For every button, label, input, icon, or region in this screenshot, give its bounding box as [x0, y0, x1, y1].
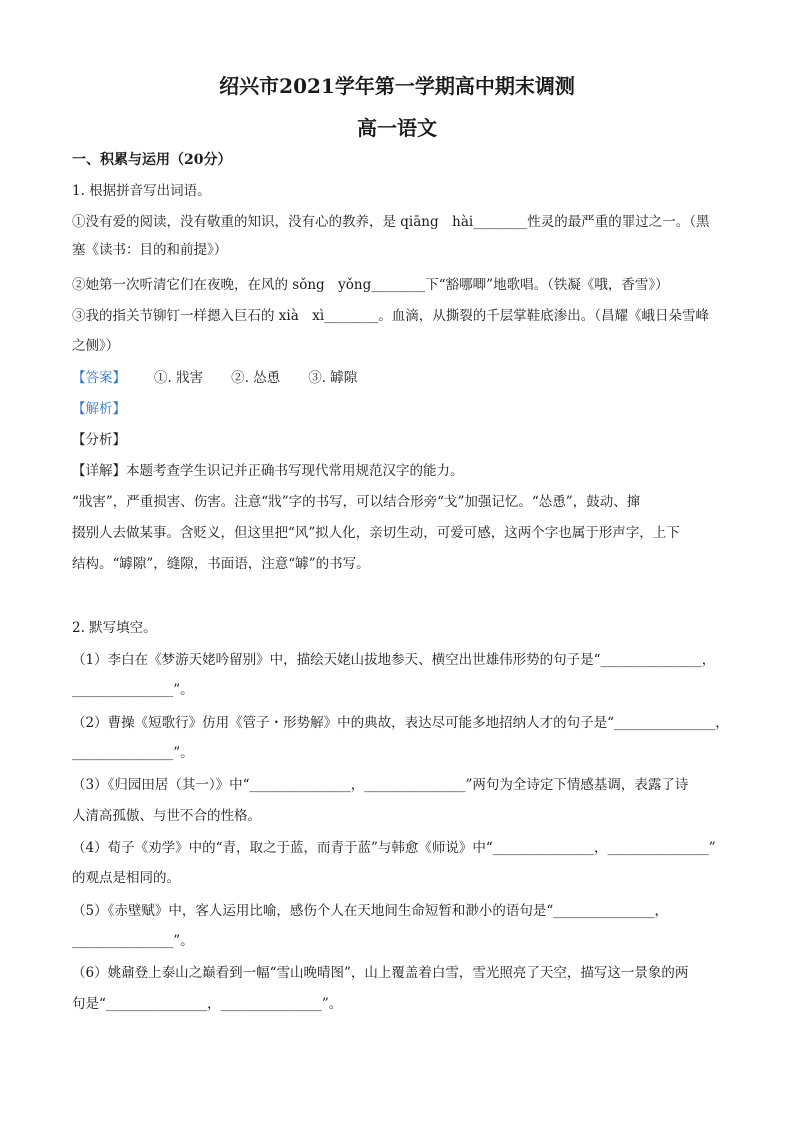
question-2-stem: 2. 默写填空。: [72, 620, 157, 636]
question-1-item-1: ①没有爱的阅读，没有敬重的知识，没有心的教养，是 qiāng hài________性灵的最严重的罪过之一。（黑: [72, 214, 710, 230]
question-2-part-1-cont: _______________”。: [72, 682, 194, 698]
detail-label: 【详解】: [72, 463, 126, 479]
question-1-item-1-cont: 塞《读书：目的和前提》）: [72, 242, 228, 258]
detail-row: [72, 461, 722, 481]
question-1-item-3: ③我的指关节铆钉一样摁入巨石的 xià xì________。血滴，从撕裂的千层掌鞋底渗出。（昌耀《峨日朵雪峰: [72, 308, 709, 324]
question-1-item-3-cont: 之侧》）: [72, 338, 120, 354]
question-2-part-3: （3）《归园田居（其一）》中“_______________，_______________”两句为全诗定下情感基调，表露了诗: [72, 777, 689, 793]
explanation-line: 结构。“罅隙”，缝隙，书面语，注意“罅”的书写。: [72, 556, 370, 572]
question-2-part-6: （6）姚鼐登上泰山之巅看到一幅“雪山晚晴图”，山上覆盖着白雪，雪光照亮了天空，描写这一景象的两: [72, 965, 689, 981]
question-2-part-2: （2）曹操《短歌行》仿用《管子・形势解》中的典故，表达尽可能多地招纳人才的句子是“_______________，: [72, 715, 729, 731]
page-title: 绍兴市2021学年第一学期高中期末调测: [219, 74, 575, 98]
answer-item: ①. 戕害: [154, 370, 204, 386]
detail-text: 本题考查学生识记并正确书写现代常用规范汉字的能力。: [126, 463, 464, 479]
page-subtitle: 高一语文: [357, 116, 437, 140]
fenxi-label: 【分析】: [72, 432, 126, 448]
question-1-stem: 1. 根据拼音写出词语。: [72, 183, 211, 199]
analysis-label: 【解析】: [72, 401, 126, 417]
answer-label: 【答案】: [72, 370, 126, 386]
question-2-part-4-cont: 的观点是相同的。: [72, 870, 180, 886]
explanation-line: “戕害”，严重损害、伤害。注意“戕”字的书写，可以结合形旁“戈”加强记忆。“怂恿”，鼓动、撺: [72, 494, 641, 510]
question-2-part-5-cont: _______________”。: [72, 933, 194, 949]
question-2-part-5: （5）《赤壁赋》中，客人运用比喻，感伤个人在天地间生命短暂和渺小的语句是“_______________，: [72, 903, 668, 919]
question-2-part-6-cont: 句是“_______________，_______________”。: [72, 996, 343, 1012]
answer-item: ②. 怂恿: [231, 370, 281, 386]
question-2-part-4: （4）荀子《劝学》中的“青，取之于蓝，而青于蓝”与韩愈《师说》中“_______________，_______________”: [72, 840, 716, 856]
question-1-item-2: ②她第一次听清它们在夜晚，在风的 sǒng yǒng________下“豁哪唧”地歌唱。（铁凝《哦，香雪》）: [72, 277, 669, 293]
question-2-part-1: （1）李白在《梦游天姥吟留别》中，描绘天姥山拔地参天、横空出世雄伟形势的句子是“_______________，: [72, 652, 716, 668]
answer-row: [72, 368, 722, 388]
section-heading: 一、积累与运用（20分）: [72, 152, 232, 168]
answer-item: ③. 罅隙: [308, 370, 358, 386]
explanation-line: 掇别人去做某事。含贬义，但这里把“风”拟人化，亲切生动，可爱可感，这两个字也属于形声字，上下: [72, 525, 680, 541]
question-2-part-3-cont: 人清高孤傲、与世不合的性格。: [72, 808, 261, 824]
question-2-part-2-cont: _______________”。: [72, 745, 194, 761]
